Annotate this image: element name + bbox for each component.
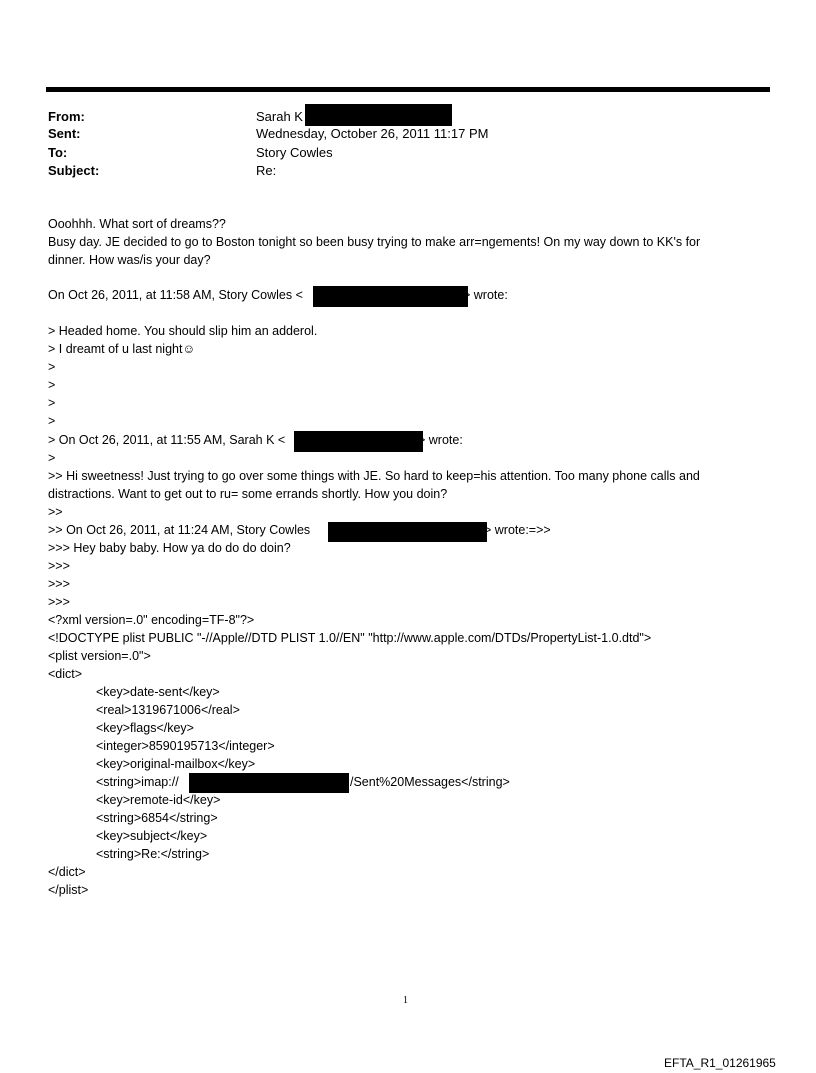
body-line: >: [48, 414, 56, 428]
quote-header-wrote: > wrote:: [463, 288, 508, 302]
body-line: >> Hi sweetness! Just trying to go over some things with JE. So hard to keep=his attention. Too many phone calls and: [48, 469, 700, 483]
body-line: distractions. Want to get out to ru= some errands shortly. How you doin?: [48, 487, 448, 501]
body-line: >: [48, 396, 56, 410]
xml-line: <real>1319671006</real>: [96, 703, 240, 717]
redaction-box: [189, 773, 349, 793]
redaction-box: [294, 431, 423, 452]
subject-value: Re:: [256, 163, 277, 178]
xml-line: /Sent%20Messages</string>: [350, 775, 510, 789]
body-line: dinner. How was/is your day?: [48, 253, 211, 267]
quote-header-line: On Oct 26, 2011, at 11:58 AM, Story Cowles <: [48, 288, 303, 302]
redaction-box: [313, 286, 468, 307]
xml-line: <key>original-mailbox</key>: [96, 757, 256, 771]
subject-label: Subject:: [48, 163, 100, 178]
from-label: From:: [48, 109, 85, 124]
xml-line: <key>date-sent</key>: [96, 685, 220, 699]
xml-line: <plist version=.0">: [48, 649, 151, 663]
body-line: >>: [48, 505, 63, 519]
body-line: >>> Hey baby baby. How ya do do do doin?: [48, 541, 291, 555]
quote-header-line: > On Oct 26, 2011, at 11:55 AM, Sarah K <: [48, 433, 286, 447]
xml-line: <?xml version=.0" encoding=TF-8"?>: [48, 613, 255, 627]
sent-label: Sent:: [48, 126, 81, 141]
page-number: 1: [403, 995, 408, 1006]
body-line: >: [48, 378, 56, 392]
xml-line: <!DOCTYPE plist PUBLIC "-//Apple//DTD PLIST 1.0//EN" "http://www.apple.com/DTDs/PropertyList-1.0.dtd">: [48, 631, 652, 645]
xml-line: <key>subject</key>: [96, 829, 208, 843]
redaction-box: [305, 104, 452, 126]
xml-line: <key>remote-id</key>: [96, 793, 221, 807]
bates-number: EFTA_R1_01261965: [664, 1056, 776, 1070]
header-rule: [46, 87, 770, 92]
body-line: >>>: [48, 577, 70, 591]
quote-header-wrote: > wrote:=>>: [484, 523, 551, 537]
body-line: >>>: [48, 595, 70, 609]
xml-line: <dict>: [48, 667, 83, 681]
xml-line: <integer>8590195713</integer>: [96, 739, 275, 753]
to-value: Story Cowles: [256, 145, 333, 160]
xml-line: </dict>: [48, 865, 86, 879]
xml-line: <key>flags</key>: [96, 721, 194, 735]
quote-header-line: >> On Oct 26, 2011, at 11:24 AM, Story Cowles: [48, 523, 311, 537]
body-line: Ooohhh. What sort of dreams??: [48, 217, 226, 231]
quote-header-wrote: > wrote:: [418, 433, 463, 447]
xml-line: <string>6854</string>: [96, 811, 218, 825]
body-line: >: [48, 451, 56, 465]
from-value: Sarah K: [256, 109, 303, 124]
redaction-box: [328, 522, 487, 542]
body-line: > I dreamt of u last night☺: [48, 342, 196, 356]
body-line: >: [48, 360, 56, 374]
body-line: > Headed home. You should slip him an adderol.: [48, 324, 318, 338]
xml-line: </plist>: [48, 883, 89, 897]
to-label: To:: [48, 145, 68, 160]
body-line: >>>: [48, 559, 70, 573]
sent-value: Wednesday, October 26, 2011 11:17 PM: [256, 126, 489, 141]
xml-line: <string>Re:</string>: [96, 847, 210, 861]
xml-line: <string>imap://: [96, 775, 179, 789]
body-line: Busy day. JE decided to go to Boston tonight so been busy trying to make arr=ngements! On my way down to KK's for: [48, 235, 701, 249]
